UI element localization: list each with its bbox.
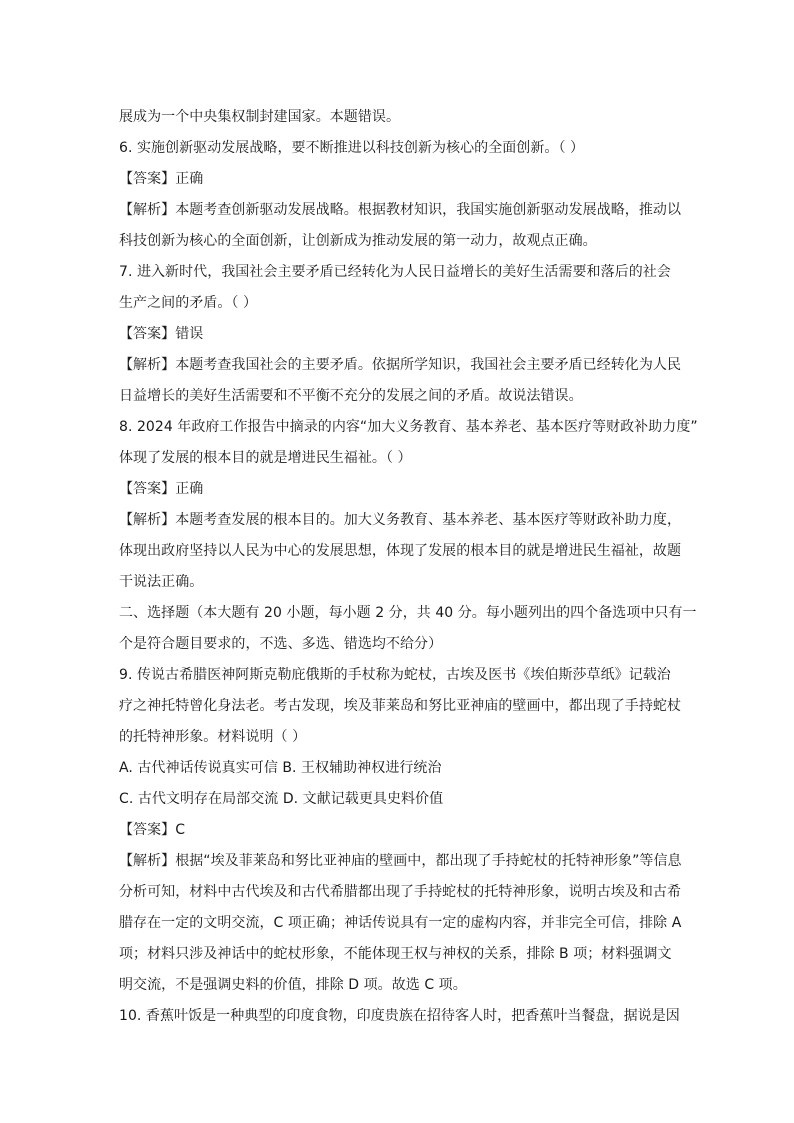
answer-7: 【答案】错误 — [119, 326, 204, 342]
text-line: 科技创新为核心的全面创新，让创新成为推动发展的第一动力，故观点正确。 — [119, 233, 597, 249]
text-line: 明交流，不是强调史料的价值，排除 D 项。故选 C 项。 — [119, 977, 467, 993]
text-line: 腊存在一定的文明交流，C 项正确；神话传说具有一定的虚构内容，并非完全可信，排除 A — [119, 915, 682, 931]
question-8: 8. 2024 年政府工作报告中摘录的内容“加大义务教育、基本养老、基本医疗等财政补助力度” — [119, 419, 698, 435]
text-line: 生产之间的矛盾。（ ） — [119, 295, 257, 311]
answer-6: 【答案】正确 — [119, 171, 204, 187]
text-line: 的托特神形象。材料说明（ ） — [119, 729, 307, 745]
text-line: 分析可知，材料中古代埃及和古代希腊都出现了手持蛇杖的托特神形象，说明古埃及和古希 — [119, 884, 681, 900]
text-line: 展成为一个中央集权制封建国家。本题错误。 — [119, 109, 400, 125]
text-line: 体现出政府坚持以人民为中心的发展思想，体现了发展的根本目的就是增进民生福祉，故题 — [119, 543, 681, 559]
answer-8: 【答案】正确 — [119, 481, 204, 497]
analysis-6: 【解析】本题考查创新驱动发展战略。根据教材知识，我国实施创新驱动发展战略，推动以 — [119, 202, 681, 218]
analysis-8: 【解析】本题考查发展的根本目的。加大义务教育、基本养老、基本医疗等财政补助力度， — [119, 512, 681, 528]
text-line: 体现了发展的根本目的就是增进民生福祉。（ ） — [119, 450, 412, 466]
question-10: 10. 香蕉叶饭是一种典型的印度食物，印度贵族在招待客人时，把香蕉叶当餐盘，据说是因 — [119, 1008, 680, 1024]
analysis-9: 【解析】根据“埃及菲莱岛和努比亚神庙的壁画中，都出现了手持蛇杖的托特神形象”等信息 — [119, 853, 682, 869]
question-6: 6. 实施创新驱动发展战略，要不断推进以科技创新为核心的全面创新。（ ） — [119, 140, 585, 156]
text-line: 日益增长的美好生活需要和不平衡不充分的发展之间的矛盾。故说法错误。 — [119, 388, 583, 404]
text-line: 干说法正确。 — [119, 574, 204, 590]
options-a-b: A. 古代神话传说真实可信 B. 王权辅助神权进行统治 — [119, 760, 442, 776]
section-heading: 二、选择题（本大题有 20 小题，每小题 2 分，共 40 分。每小题列出的四个备选项中只有一 — [119, 605, 697, 621]
options-c-d: C. 古代文明存在局部交流 D. 文献记载更具史料价值 — [119, 791, 444, 807]
question-9: 9. 传说古希腊医神阿斯克勒庇俄斯的手杖称为蛇杖，古埃及医书《埃伯斯莎草纸》记载治 — [119, 667, 671, 683]
document-body — [119, 102, 698, 1032]
text-line: 疗之神托特曾化身法老。考古发现，埃及菲莱岛和努比亚神庙的壁画中，都出现了手持蛇杖 — [119, 698, 681, 714]
text-line: 个是符合题目要求的，不选、多选、错选均不给分） — [119, 636, 443, 652]
answer-9: 【答案】C — [119, 822, 186, 838]
text-line: 项；材料只涉及神话中的蛇杖形象，不能体现王权与神权的关系，排除 B 项；材料强调文 — [119, 946, 672, 962]
question-7: 7. 进入新时代，我国社会主要矛盾已经转化为人民日益增长的美好生活需要和落后的社会 — [119, 264, 671, 280]
analysis-7: 【解析】本题考查我国社会的主要矛盾。依据所学知识，我国社会主要矛盾已经转化为人民 — [119, 357, 681, 373]
